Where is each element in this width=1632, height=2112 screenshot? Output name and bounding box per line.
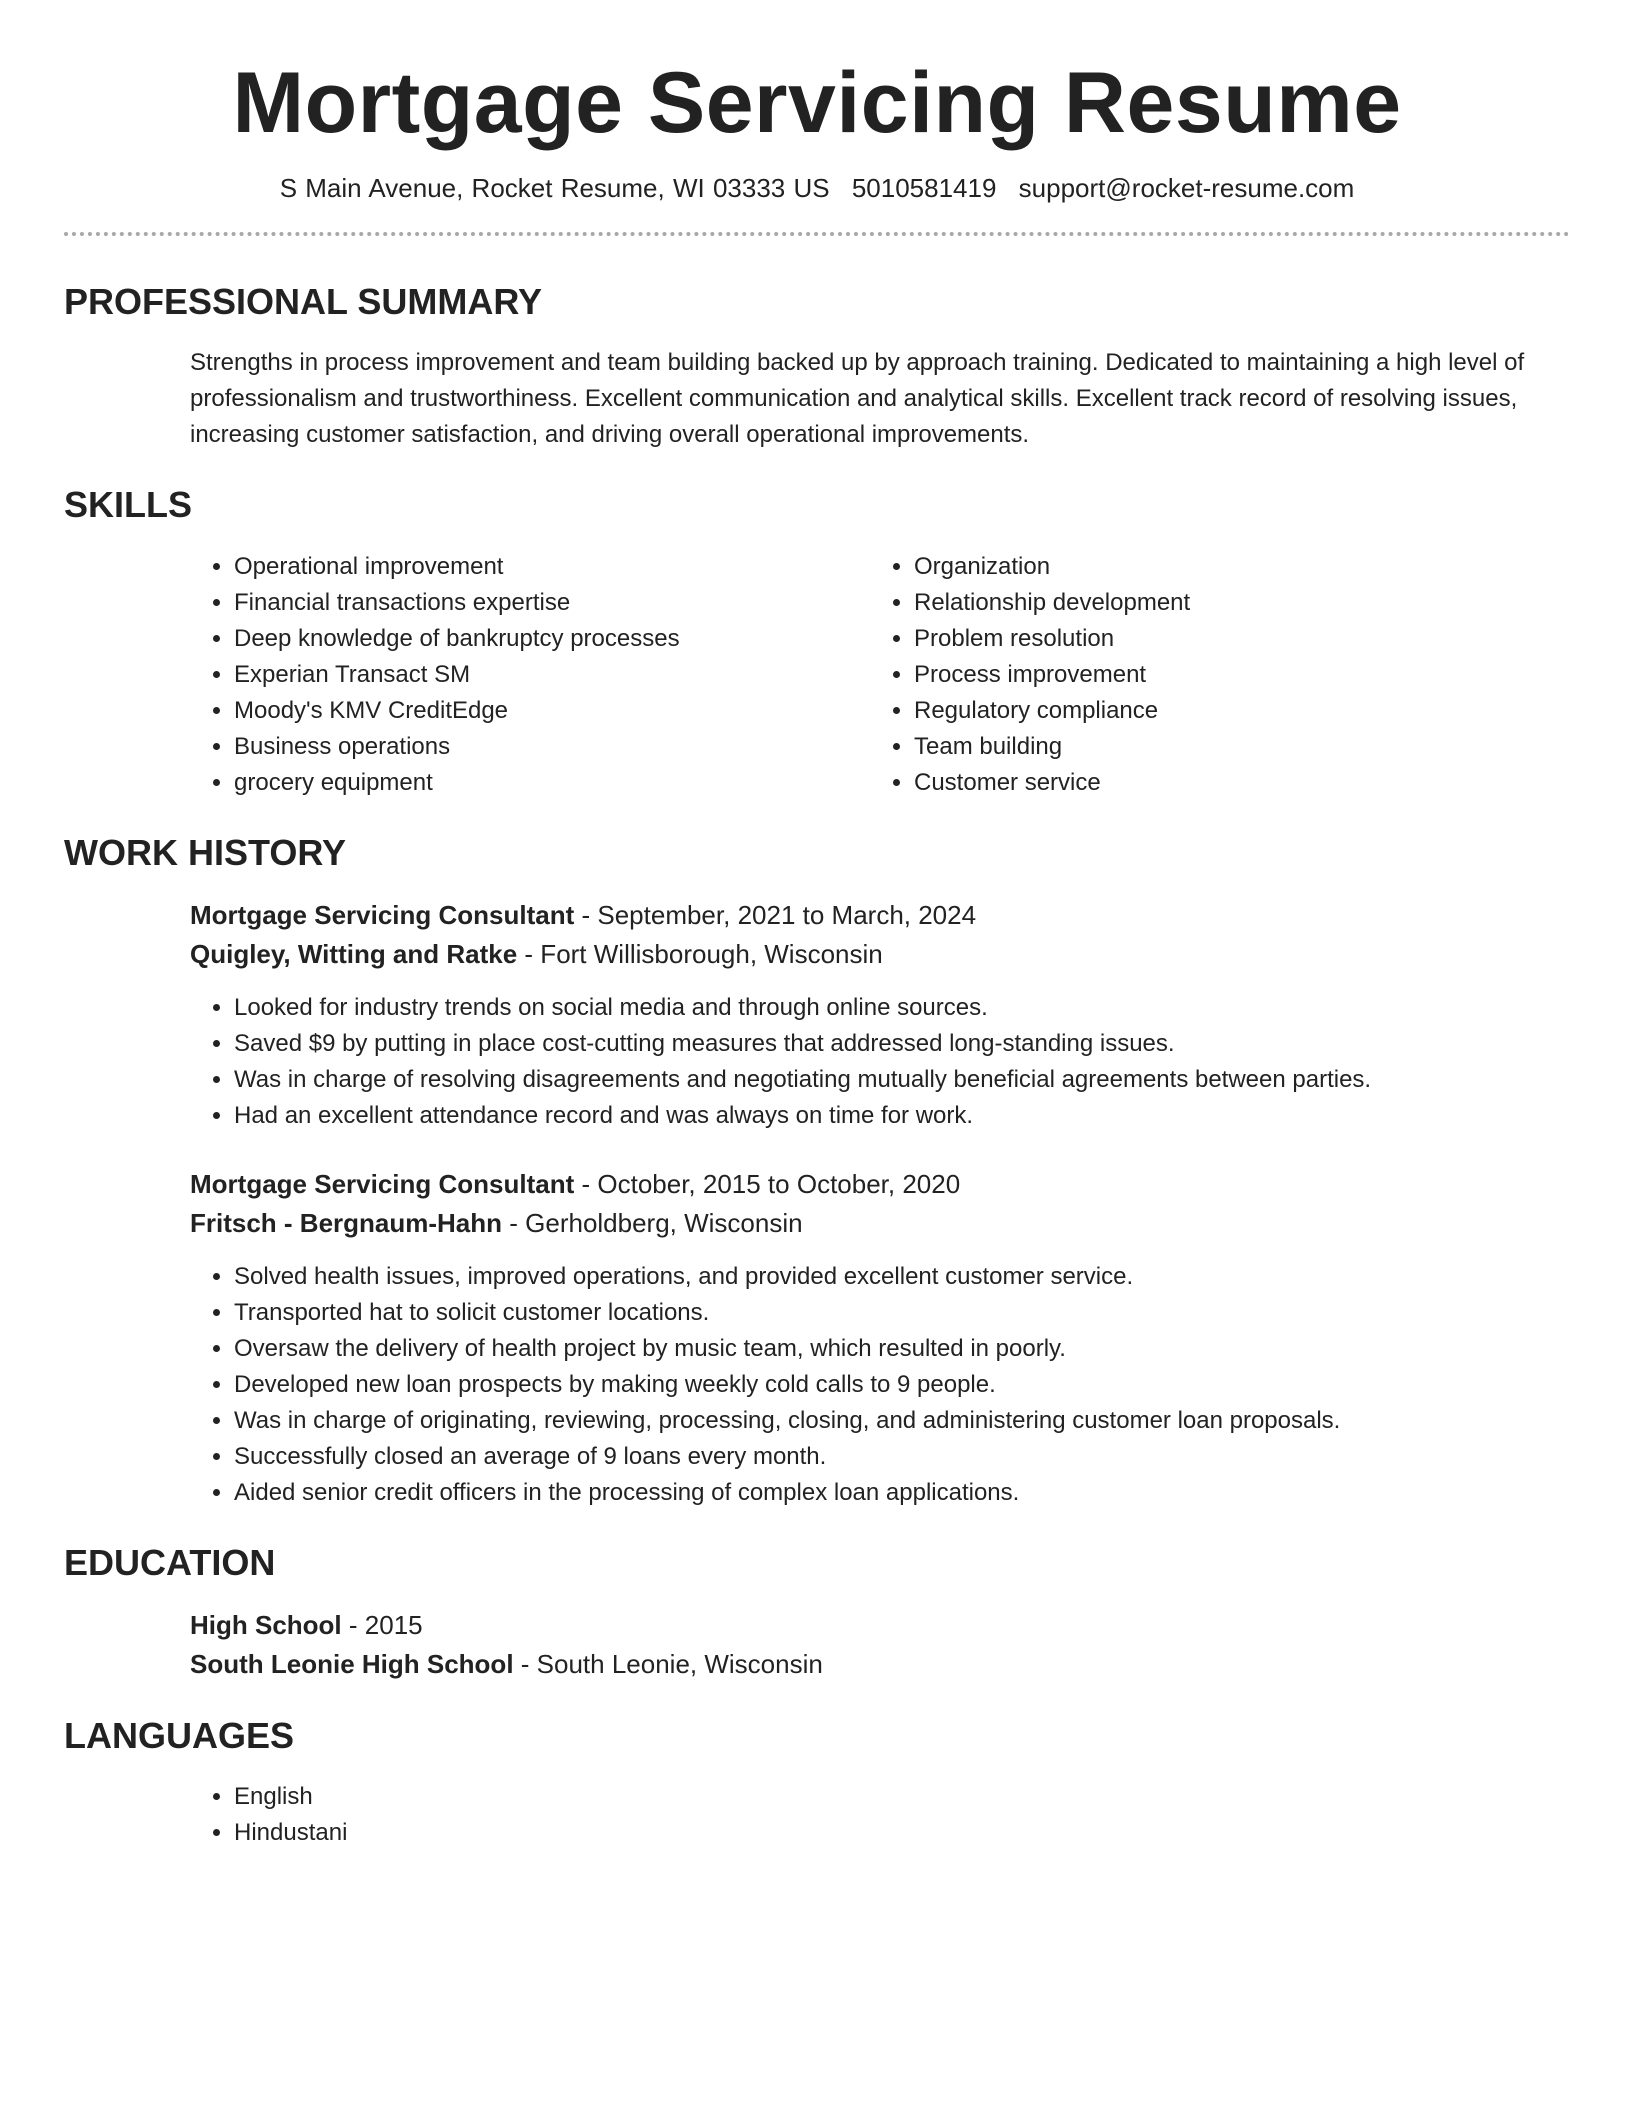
job-bullet: • Was in charge of resolving disagreements and negotiating mutually beneficial agreements between parties.	[234, 1062, 1570, 1098]
section-title-summary: PROFESSIONAL SUMMARY	[64, 281, 543, 323]
contact-phone: 5010581419	[851, 173, 997, 204]
job-bullets	[190, 990, 1570, 1134]
job-company: Fritsch - Bergnaum-Hahn	[190, 1207, 503, 1238]
language-item: • Hindustani	[234, 1815, 1570, 1851]
job-entry	[190, 1165, 1570, 1511]
job-role: Mortgage Servicing Consultant	[190, 1168, 575, 1199]
languages-section	[190, 1779, 1570, 1851]
skill-item: • Deep knowledge of bankruptcy processes	[234, 621, 870, 657]
job-bullet: • Successfully closed an average of 9 loans every month.	[234, 1439, 1570, 1475]
section-title-skills: SKILLS	[64, 484, 193, 526]
education-school-line	[190, 1645, 1570, 1684]
skills-list-right	[870, 549, 1550, 801]
skill-item: • Experian Transact SM	[234, 657, 870, 693]
skill-item: • Problem resolution	[914, 621, 1550, 657]
education-degree-line	[190, 1606, 1570, 1645]
job-bullet: • Developed new loan prospects by making weekly cold calls to 9 people.	[234, 1367, 1570, 1403]
resume-page	[64, 0, 1570, 1851]
job-bullet: • Oversaw the delivery of health project by music team, which resulted in poorly.	[234, 1331, 1570, 1367]
contact-email[interactable]: support@rocket-resume.com	[1018, 173, 1355, 204]
section-title-education: EDUCATION	[64, 1541, 276, 1583]
education-entry	[190, 1606, 1570, 1684]
skills-column-right	[870, 549, 1550, 801]
job-bullets	[190, 1259, 1570, 1511]
section-title-work: WORK HISTORY	[64, 831, 347, 873]
job-company: Quigley, Witting and Ratke	[190, 938, 518, 969]
job-company-line	[190, 1204, 1570, 1243]
skill-item: • Moody's KMV CreditEdge	[234, 693, 870, 729]
job-company-line	[190, 935, 1570, 974]
skill-item: • Process improvement	[914, 657, 1550, 693]
skill-item: • Team building	[914, 729, 1550, 765]
job-location: - Fort Willisborough, Wisconsin	[517, 938, 883, 969]
skill-item: • grocery equipment	[234, 765, 870, 801]
skills-column-left	[190, 549, 870, 801]
resume-title: Mortgage Servicing Resume	[232, 55, 1402, 151]
job-dates: - September, 2021 to March, 2024	[574, 899, 977, 930]
job-dates: - October, 2015 to October, 2020	[574, 1168, 961, 1199]
languages-list	[190, 1779, 1570, 1851]
skills-list-left	[190, 549, 870, 801]
job-bullet: • Solved health issues, improved operations, and provided excellent customer service.	[234, 1259, 1570, 1295]
job-bullet: • Was in charge of originating, reviewing, processing, closing, and administering customer loan proposals.	[234, 1403, 1570, 1439]
job-role: Mortgage Servicing Consultant	[190, 899, 575, 930]
education-school: South Leonie High School	[190, 1648, 514, 1679]
skill-item: • Regulatory compliance	[914, 693, 1550, 729]
skill-item: • Customer service	[914, 765, 1550, 801]
education-year: - 2015	[341, 1609, 423, 1640]
header-divider	[64, 232, 1570, 236]
job-title-line	[190, 1165, 1570, 1204]
skill-item: • Relationship development	[914, 585, 1550, 621]
job-bullet: • Aided senior credit officers in the processing of complex loan applications.	[234, 1475, 1570, 1511]
section-title-languages: LANGUAGES	[64, 1714, 295, 1756]
skill-item: • Organization	[914, 549, 1550, 585]
contact-address: S Main Avenue, Rocket Resume, WI 03333 US	[279, 173, 830, 204]
job-bullet: • Had an excellent attendance record and was always on time for work.	[234, 1098, 1570, 1134]
contact-line	[64, 173, 1570, 204]
job-bullet: • Transported hat to solicit customer locations.	[234, 1295, 1570, 1331]
skill-item: • Financial transactions expertise	[234, 585, 870, 621]
skill-item: • Business operations	[234, 729, 870, 765]
education-location: - South Leonie, Wisconsin	[513, 1648, 823, 1679]
summary-section	[190, 345, 1570, 453]
summary-text: Strengths in process improvement and team building backed up by approach training. Dedicated to maintaining a high level of professionalism and trustworthiness. Excellent communication and analytical skills. Excellent track record of resolving issues, increasing customer satisfaction, and driving overall operational improvements.	[190, 349, 1525, 449]
skills-section	[190, 549, 1570, 801]
skill-item: • Operational improvement	[234, 549, 870, 585]
job-bullet: • Saved $9 by putting in place cost-cutting measures that addressed long-standing issues.	[234, 1026, 1570, 1062]
job-location: - Gerholdberg, Wisconsin	[502, 1207, 803, 1238]
language-item: • English	[234, 1779, 1570, 1815]
job-entry	[190, 896, 1570, 1134]
job-bullet: • Looked for industry trends on social media and through online sources.	[234, 990, 1570, 1026]
job-title-line	[190, 896, 1570, 935]
education-degree: High School	[190, 1609, 342, 1640]
